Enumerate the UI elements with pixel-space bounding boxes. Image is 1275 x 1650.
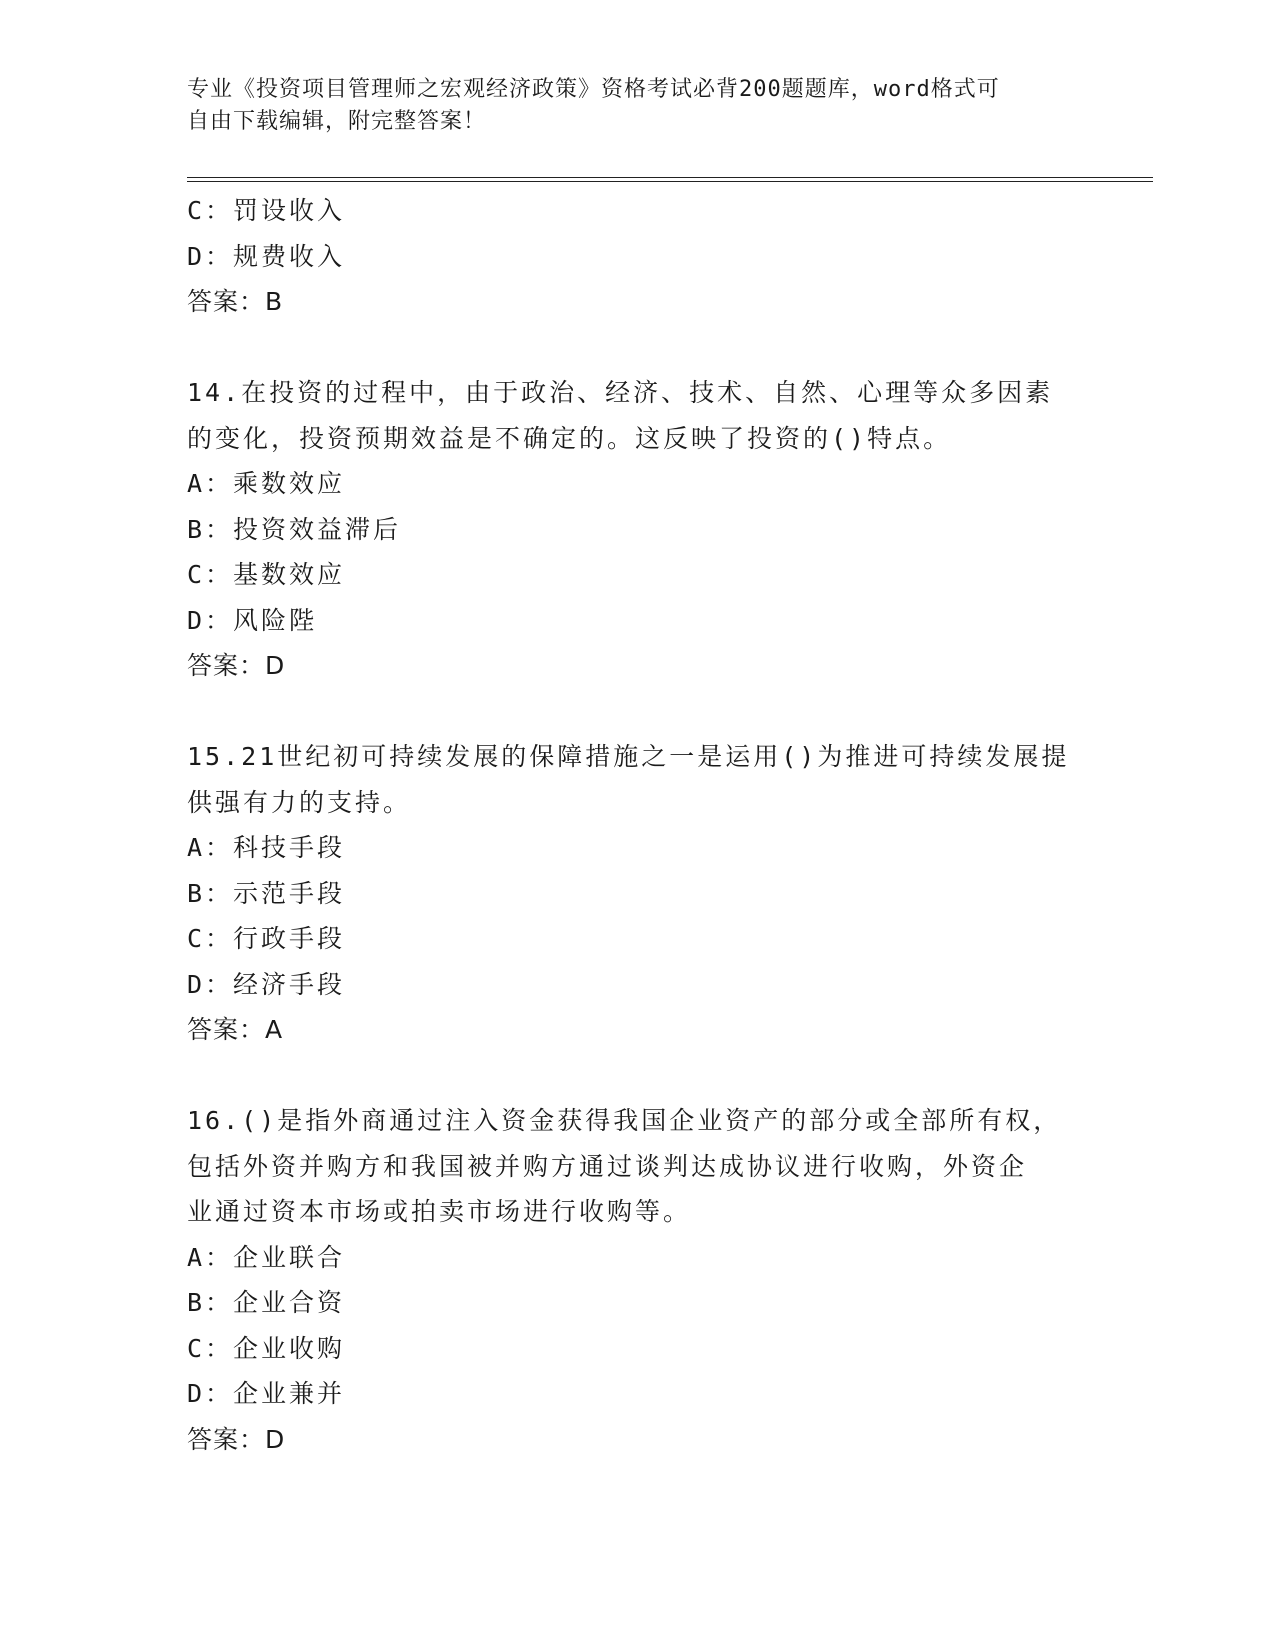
spacer [187,689,1087,735]
answer: 答案：A [187,1015,284,1044]
answer: 答案：B [187,287,284,316]
option-c: C：企业收购 [187,1333,346,1363]
option-d: D：风险陛 [187,605,318,635]
question-text: 14.在投资的过程中，由于政治、经济、技术、自然、心理等众多因素 [187,378,1054,407]
question-list [187,188,1087,1462]
option-d: D：经济手段 [187,969,346,999]
answer: 答案：D [187,1424,286,1454]
option-d: D：规费收入 [187,241,346,271]
question-text: 业通过资本市场或拍卖市场进行收购等。 [187,1197,692,1226]
option-b: B：示范手段 [187,878,346,908]
question-text: 包括外资并购方和我国被并购方通过谈判达成协议进行收购，外资企 [187,1151,1028,1181]
option-c: C：罚设收入 [187,196,346,225]
question-text: 16.()是指外商通过注入资金获得我国企业资产的部分或全部所有权， [187,1106,1062,1135]
option-c: C：行政手段 [187,924,346,953]
option-a: A：乘数效应 [187,469,346,498]
spacer [187,1053,1087,1099]
question-text: 的变化，投资预期效益是不确定的。这反映了投资的()特点。 [187,423,952,453]
header-divider [187,177,1153,182]
question-16 [187,1098,1087,1462]
question-text: 供强有力的支持。 [187,787,412,817]
option-b: B：企业合资 [187,1288,346,1317]
header-line-2: 自由下载编辑，附完整答案！ [187,109,487,134]
header-line-1: 专业《投资项目管理师之宏观经济政策》资格考试必背200题题库，word格式可 [187,77,1000,102]
option-c: C：基数效应 [187,560,346,589]
page-header [187,74,1067,138]
option-a: A：企业联合 [187,1242,346,1272]
question-13-tail [187,188,1087,325]
spacer [187,325,1087,371]
option-a: A：科技手段 [187,833,346,862]
option-b: B：投资效益滞后 [187,514,402,544]
option-d: D：企业兼并 [187,1379,346,1408]
answer: 答案：D [187,651,286,680]
question-14 [187,370,1087,689]
question-text: 15.21世纪初可持续发展的保障措施之一是运用()为推进可持续发展提 [187,742,1070,771]
question-15 [187,734,1087,1053]
